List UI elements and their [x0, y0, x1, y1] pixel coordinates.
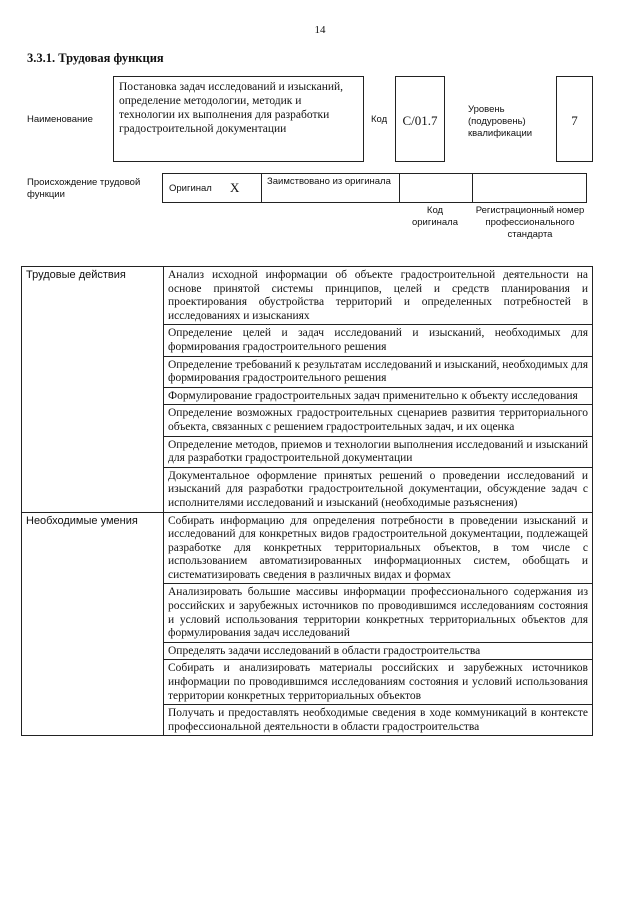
list-item: Документальное оформление принятых решений о проведении исследований и изысканий для разработки градостроительной документации, обсуждение задач с исполнителями исследований и изысканий (необходимые разъяснения): [164, 467, 593, 512]
borrowed-label: Заимствовано из оригинала: [267, 176, 391, 187]
table-row: [22, 512, 593, 584]
name-label: Наименование: [27, 114, 93, 125]
function-name-box: [113, 76, 364, 162]
list-item: Определение возможных градостроительных сценариев развития территориального объекта, связанных с решением градостроительных задач, и их оценка: [164, 405, 593, 436]
level-value: 7: [571, 113, 578, 128]
section-heading-actions: Трудовые действия: [22, 267, 164, 513]
code-caption: Код оригинала: [411, 205, 458, 228]
list-item: Определять задачи исследований в области градостроительства: [164, 642, 593, 660]
original-cell: [162, 173, 262, 203]
section-heading-skills: Необходимые умения: [22, 512, 164, 736]
list-item: Анализ исходной информации об объекте градостроительной деятельности на основе принятой системы принципов, целей и средств планирования и проектирования обустройства территорий и определенных потребностей в исследованиях и изысканиях: [164, 267, 593, 325]
function-details-table: [21, 266, 593, 736]
section-title: 3.3.1. Трудовая функция: [27, 51, 164, 65]
list-item: Получать и предоставлять необходимые сведения в ходе коммуникаций в контексте профессиональной деятельности в области градостроительства: [164, 705, 593, 736]
list-item: Определение методов, приемов и технологии выполнения исследований и изысканий для разработки градостроительной документации: [164, 436, 593, 467]
reg-number-cell: [472, 173, 587, 203]
level-box: [556, 76, 593, 162]
code-value: С/01.7: [402, 113, 438, 128]
origin-label: Происхождение трудовой функции: [27, 177, 141, 200]
list-item: Формулирование градостроительных задач применительно к объекту исследования: [164, 387, 593, 405]
code-label: Код: [371, 114, 388, 125]
original-label: Оригинал: [169, 183, 212, 194]
list-item: Определение требований к результатам исследований и изысканий, необходимых для формирования градостроительного решения: [164, 356, 593, 387]
original-code-cell: [399, 173, 473, 203]
borrowed-cell: [261, 173, 400, 203]
code-box: [395, 76, 445, 162]
list-item: Собирать и анализировать материалы российских и зарубежных источников информации по проводившимся исследованиям состояния и условий использования территории конкретных территориальных объектов: [164, 660, 593, 705]
page-number: 14: [314, 24, 326, 36]
list-item: Анализировать большие массивы информации профессионального содержания из российских и зарубежных источников по проводившимся исследованиям состояния и условий использования территории конкретных территориальных объектов для формулирования задач исследований: [164, 584, 593, 642]
original-mark: Х: [230, 180, 240, 195]
table-row: [22, 267, 593, 325]
list-item: Определение целей и задач исследований и изысканий, необходимых для формирования градостроительного решения: [164, 325, 593, 356]
function-name: Постановка задач исследований и изысканий, определение методологии, методик и технологии их выполнения для разработки градостроительной документации: [119, 81, 344, 135]
level-label: Уровень (подуровень) квалификации: [468, 104, 533, 139]
reg-caption: Регистрационный номер профессионального стандарта: [475, 205, 585, 240]
list-item: Собирать информацию для определения потребности в проведении изысканий и исследований для конкретных видов градостроительной документации, подлежащей разработке для конкретных территориальных объектов, в том числе с использованием автоматизированных информационных систем, обобщать и систематизировать сведения в различных видах и формах: [164, 512, 593, 584]
